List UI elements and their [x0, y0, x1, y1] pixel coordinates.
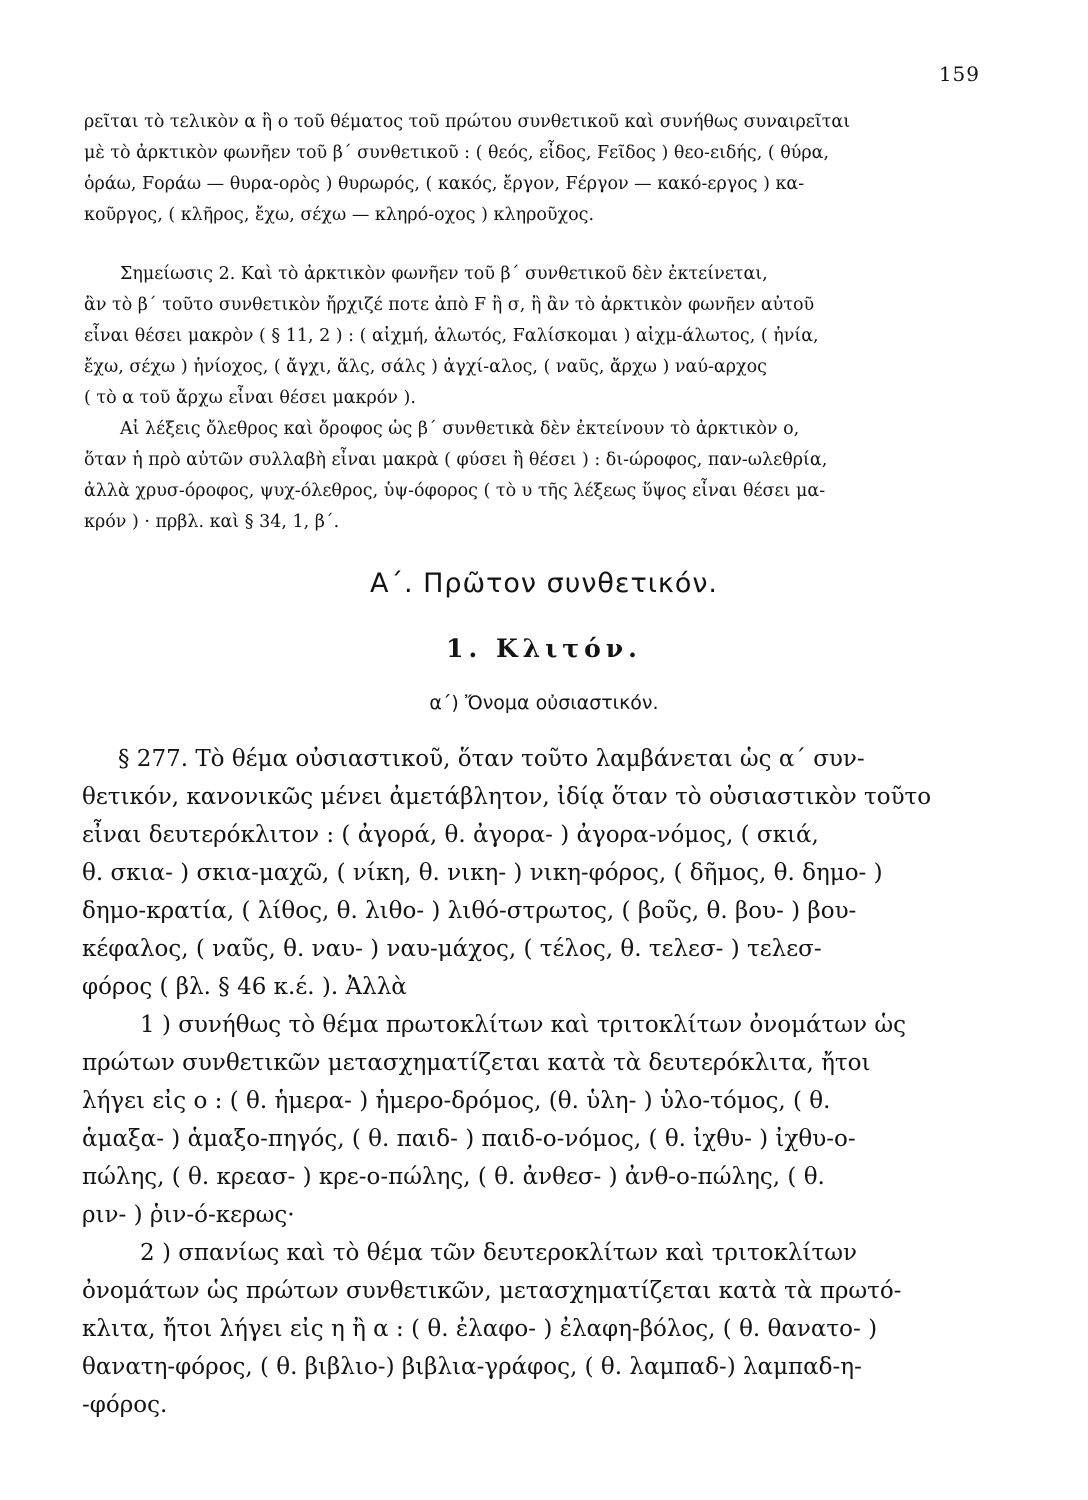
text-line: δημο-κρατία, ( λίθος, θ. λιθο- ) λιθό-στρωτος, ( βοῦς, θ. βου- ) βου-: [82, 898, 857, 924]
text-line: φόρος ( βλ. § 46 κ.έ. ). Ἀλλὰ: [82, 974, 407, 1000]
subsection-heading: 1. Κλιτόν.: [446, 634, 642, 663]
text-line: ρεῖται τὸ τελικὸν α ἢ ο τοῦ θέματος τοῦ πρώτου συνθετικοῦ καὶ συνήθως συναιρεῖται: [84, 112, 851, 132]
text-line: κέφαλος, ( ναῦς, θ. ναυ- ) ναυ-μάχος, ( τέλος, θ. τελεσ- ) τελεσ-: [82, 936, 822, 962]
text-line: πώλης, ( θ. κρεασ- ) κρε-ο-πώλης, ( θ. ἀνθεσ- ) ἀνθ-ο-πώλης, ( θ.: [82, 1164, 825, 1190]
text-line: ὀνομάτων ὡς πρώτων συνθετικῶν, μετασχηματίζεται κατὰ τὰ πρωτό-: [82, 1278, 902, 1304]
subsubsection-heading: α΄) Ὄνομα οὐσιαστικόν.: [429, 692, 659, 714]
text-line: ριν- ) ῥιν-ό-κερως·: [82, 1202, 295, 1228]
text-line: κοῦργος, ( κλῆρος, ἔχω, σέχω — κληρό-οχος ) κληροῦχος.: [84, 205, 595, 225]
note-line: Σημείωσις 2. Καὶ τὸ ἀρκτικὸν φωνῆεν τοῦ β΄ συνθετικοῦ δὲν ἐκτείνεται,: [120, 264, 768, 284]
section-heading: Α΄. Πρῶτον συνθετικόν.: [369, 568, 719, 599]
note-line: κρόν ) · πρβλ. καὶ § 34, 1, β΄.: [84, 512, 340, 532]
note-line: ἀλλὰ χρυσ-όροφος, ψυχ-όλεθρος, ὑψ-όφορος ( τὸ υ τῆς λέξεως ὕψος εἶναι θέσει μα-: [84, 481, 826, 501]
note-line: εἶναι θέσει μακρὸν ( § 11, 2 ) : ( αἰχμή, ἁλωτός, Fαλίσκομαι ) αἰχμ-άλωτος, ( ἡνία,: [84, 326, 819, 346]
text-line: πρώτων συνθετικῶν μετασχηματίζεται κατὰ τὰ δευτερόκλιτα, ἤτοι: [82, 1050, 871, 1076]
text-line: ἁμαξα- ) ἁμαξο-πηγός, ( θ. παιδ- ) παιδ-ο-νόμος, ( θ. ἰχθυ- ) ἰχθυ-ο-: [82, 1126, 856, 1152]
note-line: ὅταν ἡ πρὸ αὐτῶν συλλαβὴ εἶναι μακρὰ ( φύσει ἢ θέσει ) : δι-ώροφος, παν-ωλεθρία,: [84, 450, 828, 470]
text-line: μὲ τὸ ἀρκτικὸν φωνῆεν τοῦ β΄ συνθετικοῦ : ( θεός, εἶδος, Fεῖδος ) θεο-ειδής, ( θύρα,: [84, 143, 830, 163]
text-line: θανατη-φόρος, ( θ. βιβλιο-) βιβλια-γράφος, ( θ. λαμπαδ-) λαμπαδ-η-: [82, 1354, 862, 1380]
text-line: § 277. Τὸ θέμα οὐσιαστικοῦ, ὅταν τοῦτο λαμβάνεται ὡς α΄ συν-: [118, 746, 865, 772]
note-line: ἔχω, σέχω ) ἡνίοχος, ( ἄγχι, ἅλς, σάλς ) ἀγχί-αλος, ( ναῦς, ἄρχω ) ναύ-αρχος: [84, 357, 767, 377]
text-line: κλιτα, ἤτοι λήγει εἰς η ἢ α : ( θ. ἐλαφο- ) ἐλαφη-βόλος, ( θ. θανατο- ): [82, 1316, 878, 1342]
text-line: θ. σκια- ) σκια-μαχῶ, ( νίκη, θ. νικη- ) νικη-φόρος, ( δῆμος, θ. δημο- ): [82, 860, 883, 886]
text-line: ὁράω, Fοράω — θυρα-ορὸς ) θυρωρός, ( κακός, ἔργον, Fέργον — κακό-εργος ) κα-: [84, 174, 805, 194]
note-line: ἂν τὸ β΄ τοῦτο συνθετικὸν ἤρχιζέ ποτε ἀπὸ F ἢ σ, ἢ ἂν τὸ ἀρκτικὸν φωνῆεν αὐτοῦ: [84, 295, 815, 315]
text-line: θετικόν, κανονικῶς μένει ἀμετάβλητον, ἰδίᾳ ὅταν τὸ οὐσιαστικὸν τοῦτο: [82, 784, 932, 810]
text-line: εἶναι δευτερόκλιτον : ( ἀγορά, θ. ἀγορα- ) ἀγορα-νόμος, ( σκιά,: [82, 822, 819, 848]
note-line: ( τὸ α τοῦ ἄρχω εἶναι θέσει μακρόν ).: [84, 388, 416, 408]
page-number: 159: [938, 62, 980, 86]
text-line: -φόρος.: [82, 1392, 168, 1418]
note-line: Αἱ λέξεις ὄλεθρος καὶ ὄροφος ὡς β΄ συνθετικὰ δὲν ἐκτείνουν τὸ ἀρκτικὸν ο,: [120, 419, 800, 439]
text-line: λήγει εἰς ο : ( θ. ἡμερα- ) ἡμερο-δρόμος, (θ. ὑλη- ) ὑλο-τόμος, ( θ.: [82, 1088, 831, 1114]
text-line: 2 ) σπανίως καὶ τὸ θέμα τῶν δευτεροκλίτων καὶ τριτοκλίτων: [140, 1240, 857, 1266]
text-line: 1 ) συνήθως τὸ θέμα πρωτοκλίτων καὶ τριτοκλίτων ὀνομάτων ὡς: [140, 1012, 906, 1038]
